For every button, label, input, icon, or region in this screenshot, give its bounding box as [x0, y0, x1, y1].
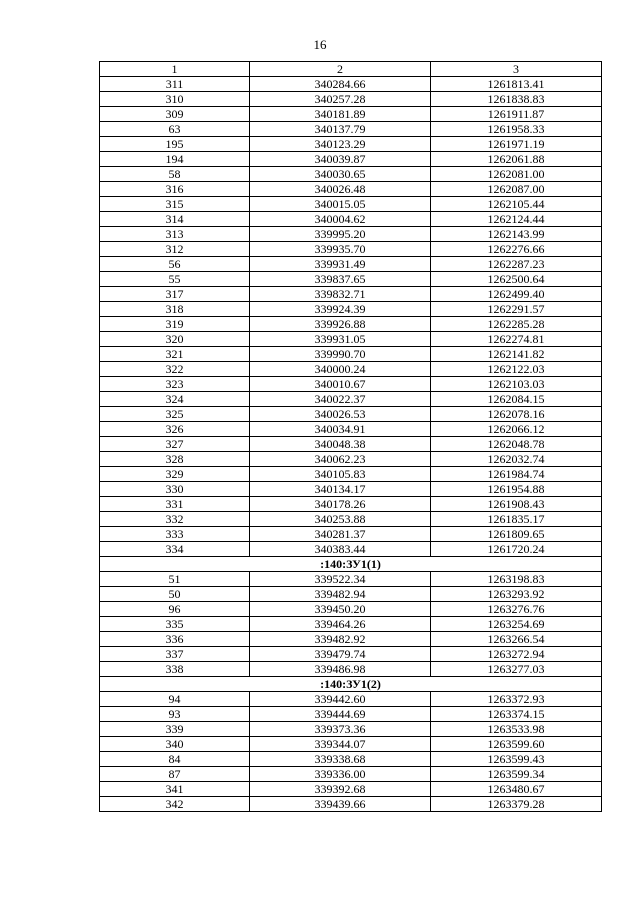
x-coordinate-cell: 340178.26 [250, 497, 431, 512]
table-row [100, 287, 602, 302]
y-coordinate-cell: 1262084.15 [431, 392, 602, 407]
point-number-cell: 337 [100, 647, 250, 662]
y-coordinate-cell: 1263372.93 [431, 692, 602, 707]
point-number-cell: 314 [100, 212, 250, 227]
coordinates-table [99, 61, 602, 812]
table-row [100, 797, 602, 812]
table-row [100, 647, 602, 662]
x-coordinate-cell: 339837.65 [250, 272, 431, 287]
table-row [100, 377, 602, 392]
y-coordinate-cell: 1262081.00 [431, 167, 602, 182]
y-coordinate-cell: 1261984.74 [431, 467, 602, 482]
x-coordinate-cell: 339995.20 [250, 227, 431, 242]
point-number-cell: 312 [100, 242, 250, 257]
table-row [100, 572, 602, 587]
point-number-cell: 328 [100, 452, 250, 467]
x-coordinate-cell: 340048.38 [250, 437, 431, 452]
point-number-cell: 51 [100, 572, 250, 587]
x-coordinate-cell: 339486.98 [250, 662, 431, 677]
y-coordinate-cell: 1262066.12 [431, 422, 602, 437]
table-row [100, 242, 602, 257]
point-number-cell: 55 [100, 272, 250, 287]
section-header-row [100, 557, 602, 572]
y-coordinate-cell: 1263374.15 [431, 707, 602, 722]
x-coordinate-cell: 340015.05 [250, 197, 431, 212]
table-row [100, 392, 602, 407]
point-number-cell: 63 [100, 122, 250, 137]
y-coordinate-cell: 1263254.69 [431, 617, 602, 632]
point-number-cell: 342 [100, 797, 250, 812]
point-number-cell: 320 [100, 332, 250, 347]
y-coordinate-cell: 1263293.92 [431, 587, 602, 602]
table-row [100, 212, 602, 227]
table-row [100, 632, 602, 647]
point-number-cell: 84 [100, 752, 250, 767]
table-row [100, 302, 602, 317]
point-number-cell: 334 [100, 542, 250, 557]
x-coordinate-cell: 339344.07 [250, 737, 431, 752]
table-row [100, 407, 602, 422]
table-row [100, 272, 602, 287]
table-row [100, 437, 602, 452]
x-coordinate-cell: 339990.70 [250, 347, 431, 362]
table-row [100, 257, 602, 272]
point-number-cell: 58 [100, 167, 250, 182]
table-row [100, 332, 602, 347]
y-coordinate-cell: 1261809.65 [431, 527, 602, 542]
table-row [100, 512, 602, 527]
y-coordinate-cell: 1262105.44 [431, 197, 602, 212]
point-number-cell: 331 [100, 497, 250, 512]
table-header-row [100, 62, 602, 77]
section-title: :140:ЗУ1(2) [100, 677, 602, 692]
point-number-cell: 321 [100, 347, 250, 362]
x-coordinate-cell: 339439.66 [250, 797, 431, 812]
x-coordinate-cell: 339479.74 [250, 647, 431, 662]
y-coordinate-cell: 1263599.43 [431, 752, 602, 767]
point-number-cell: 322 [100, 362, 250, 377]
point-number-cell: 324 [100, 392, 250, 407]
point-number-cell: 341 [100, 782, 250, 797]
y-coordinate-cell: 1263266.54 [431, 632, 602, 647]
point-number-cell: 194 [100, 152, 250, 167]
table-row [100, 782, 602, 797]
y-coordinate-cell: 1262291.57 [431, 302, 602, 317]
x-coordinate-cell: 340134.17 [250, 482, 431, 497]
x-coordinate-cell: 339392.68 [250, 782, 431, 797]
y-coordinate-cell: 1263480.67 [431, 782, 602, 797]
x-coordinate-cell: 340281.37 [250, 527, 431, 542]
table-row [100, 692, 602, 707]
x-coordinate-cell: 340039.87 [250, 152, 431, 167]
x-coordinate-cell: 339522.34 [250, 572, 431, 587]
y-coordinate-cell: 1262122.03 [431, 362, 602, 377]
x-coordinate-cell: 340123.29 [250, 137, 431, 152]
point-number-cell: 333 [100, 527, 250, 542]
x-coordinate-cell: 339442.60 [250, 692, 431, 707]
x-coordinate-cell: 340026.48 [250, 182, 431, 197]
y-coordinate-cell: 1261971.19 [431, 137, 602, 152]
y-coordinate-cell: 1262124.44 [431, 212, 602, 227]
table-row [100, 662, 602, 677]
y-coordinate-cell: 1263198.83 [431, 572, 602, 587]
y-coordinate-cell: 1261958.33 [431, 122, 602, 137]
table-row [100, 722, 602, 737]
y-coordinate-cell: 1262141.82 [431, 347, 602, 362]
x-coordinate-cell: 339931.05 [250, 332, 431, 347]
y-coordinate-cell: 1262078.16 [431, 407, 602, 422]
table-row [100, 482, 602, 497]
table-row [100, 707, 602, 722]
table-row [100, 197, 602, 212]
table-row [100, 767, 602, 782]
table-row [100, 107, 602, 122]
x-coordinate-cell: 339926.88 [250, 317, 431, 332]
point-number-cell: 56 [100, 257, 250, 272]
x-coordinate-cell: 339931.49 [250, 257, 431, 272]
table-row [100, 152, 602, 167]
x-coordinate-cell: 340137.79 [250, 122, 431, 137]
x-coordinate-cell: 339935.70 [250, 242, 431, 257]
table-row [100, 77, 602, 92]
x-coordinate-cell: 340181.89 [250, 107, 431, 122]
section-header-row [100, 677, 602, 692]
y-coordinate-cell: 1261720.24 [431, 542, 602, 557]
point-number-cell: 329 [100, 467, 250, 482]
y-coordinate-cell: 1262499.40 [431, 287, 602, 302]
x-coordinate-cell: 339444.69 [250, 707, 431, 722]
table-row [100, 587, 602, 602]
table-row [100, 617, 602, 632]
table-row [100, 167, 602, 182]
y-coordinate-cell: 1262276.66 [431, 242, 602, 257]
x-coordinate-cell: 340383.44 [250, 542, 431, 557]
table-row [100, 182, 602, 197]
y-coordinate-cell: 1262287.23 [431, 257, 602, 272]
point-number-cell: 332 [100, 512, 250, 527]
y-coordinate-cell: 1263272.94 [431, 647, 602, 662]
point-number-cell: 310 [100, 92, 250, 107]
table-row [100, 602, 602, 617]
table-row [100, 452, 602, 467]
point-number-cell: 318 [100, 302, 250, 317]
point-number-cell: 311 [100, 77, 250, 92]
y-coordinate-cell: 1263599.60 [431, 737, 602, 752]
x-coordinate-cell: 340026.53 [250, 407, 431, 422]
table-row [100, 737, 602, 752]
x-coordinate-cell: 340004.62 [250, 212, 431, 227]
y-coordinate-cell: 1263533.98 [431, 722, 602, 737]
table-row [100, 227, 602, 242]
x-coordinate-cell: 339482.94 [250, 587, 431, 602]
y-coordinate-cell: 1263276.76 [431, 602, 602, 617]
table-row [100, 422, 602, 437]
x-coordinate-cell: 340253.88 [250, 512, 431, 527]
point-number-cell: 319 [100, 317, 250, 332]
y-coordinate-cell: 1262032.74 [431, 452, 602, 467]
y-coordinate-cell: 1261838.83 [431, 92, 602, 107]
point-number-cell: 316 [100, 182, 250, 197]
x-coordinate-cell: 339338.68 [250, 752, 431, 767]
point-number-cell: 335 [100, 617, 250, 632]
x-coordinate-cell: 340030.65 [250, 167, 431, 182]
point-number-cell: 323 [100, 377, 250, 392]
table-row [100, 347, 602, 362]
table-row [100, 527, 602, 542]
x-coordinate-cell: 340062.23 [250, 452, 431, 467]
point-number-cell: 87 [100, 767, 250, 782]
point-number-cell: 93 [100, 707, 250, 722]
x-coordinate-cell: 339482.92 [250, 632, 431, 647]
y-coordinate-cell: 1262143.99 [431, 227, 602, 242]
x-coordinate-cell: 339924.39 [250, 302, 431, 317]
table-row [100, 92, 602, 107]
y-coordinate-cell: 1262500.64 [431, 272, 602, 287]
y-coordinate-cell: 1262285.28 [431, 317, 602, 332]
x-coordinate-cell: 340034.91 [250, 422, 431, 437]
x-coordinate-cell: 339373.36 [250, 722, 431, 737]
x-coordinate-cell: 340105.83 [250, 467, 431, 482]
x-coordinate-cell: 339464.26 [250, 617, 431, 632]
x-coordinate-cell: 340284.66 [250, 77, 431, 92]
table-body [100, 62, 602, 812]
table-row [100, 467, 602, 482]
point-number-cell: 339 [100, 722, 250, 737]
table-row [100, 542, 602, 557]
section-title: :140:ЗУ1(1) [100, 557, 602, 572]
table-row [100, 137, 602, 152]
point-number-cell: 330 [100, 482, 250, 497]
point-number-cell: 96 [100, 602, 250, 617]
y-coordinate-cell: 1261911.87 [431, 107, 602, 122]
y-coordinate-cell: 1261908.43 [431, 497, 602, 512]
point-number-cell: 336 [100, 632, 250, 647]
point-number-cell: 94 [100, 692, 250, 707]
column-header-1: 1 [100, 62, 250, 77]
point-number-cell: 309 [100, 107, 250, 122]
y-coordinate-cell: 1263599.34 [431, 767, 602, 782]
y-coordinate-cell: 1262103.03 [431, 377, 602, 392]
y-coordinate-cell: 1262274.81 [431, 332, 602, 347]
x-coordinate-cell: 340022.37 [250, 392, 431, 407]
point-number-cell: 317 [100, 287, 250, 302]
point-number-cell: 315 [100, 197, 250, 212]
y-coordinate-cell: 1262048.78 [431, 437, 602, 452]
point-number-cell: 50 [100, 587, 250, 602]
y-coordinate-cell: 1261813.41 [431, 77, 602, 92]
table-row [100, 497, 602, 512]
point-number-cell: 338 [100, 662, 250, 677]
x-coordinate-cell: 339450.20 [250, 602, 431, 617]
point-number-cell: 326 [100, 422, 250, 437]
column-header-3: 3 [431, 62, 602, 77]
x-coordinate-cell: 340000.24 [250, 362, 431, 377]
y-coordinate-cell: 1263379.28 [431, 797, 602, 812]
page-number: 16 [313, 37, 327, 52]
point-number-cell: 327 [100, 437, 250, 452]
x-coordinate-cell: 340257.28 [250, 92, 431, 107]
x-coordinate-cell: 339832.71 [250, 287, 431, 302]
table-row [100, 752, 602, 767]
table-row [100, 317, 602, 332]
column-header-2: 2 [250, 62, 431, 77]
y-coordinate-cell: 1262061.88 [431, 152, 602, 167]
y-coordinate-cell: 1261954.88 [431, 482, 602, 497]
y-coordinate-cell: 1263277.03 [431, 662, 602, 677]
table-row [100, 362, 602, 377]
table-row [100, 122, 602, 137]
point-number-cell: 325 [100, 407, 250, 422]
x-coordinate-cell: 339336.00 [250, 767, 431, 782]
y-coordinate-cell: 1261835.17 [431, 512, 602, 527]
point-number-cell: 340 [100, 737, 250, 752]
y-coordinate-cell: 1262087.00 [431, 182, 602, 197]
x-coordinate-cell: 340010.67 [250, 377, 431, 392]
point-number-cell: 195 [100, 137, 250, 152]
point-number-cell: 313 [100, 227, 250, 242]
